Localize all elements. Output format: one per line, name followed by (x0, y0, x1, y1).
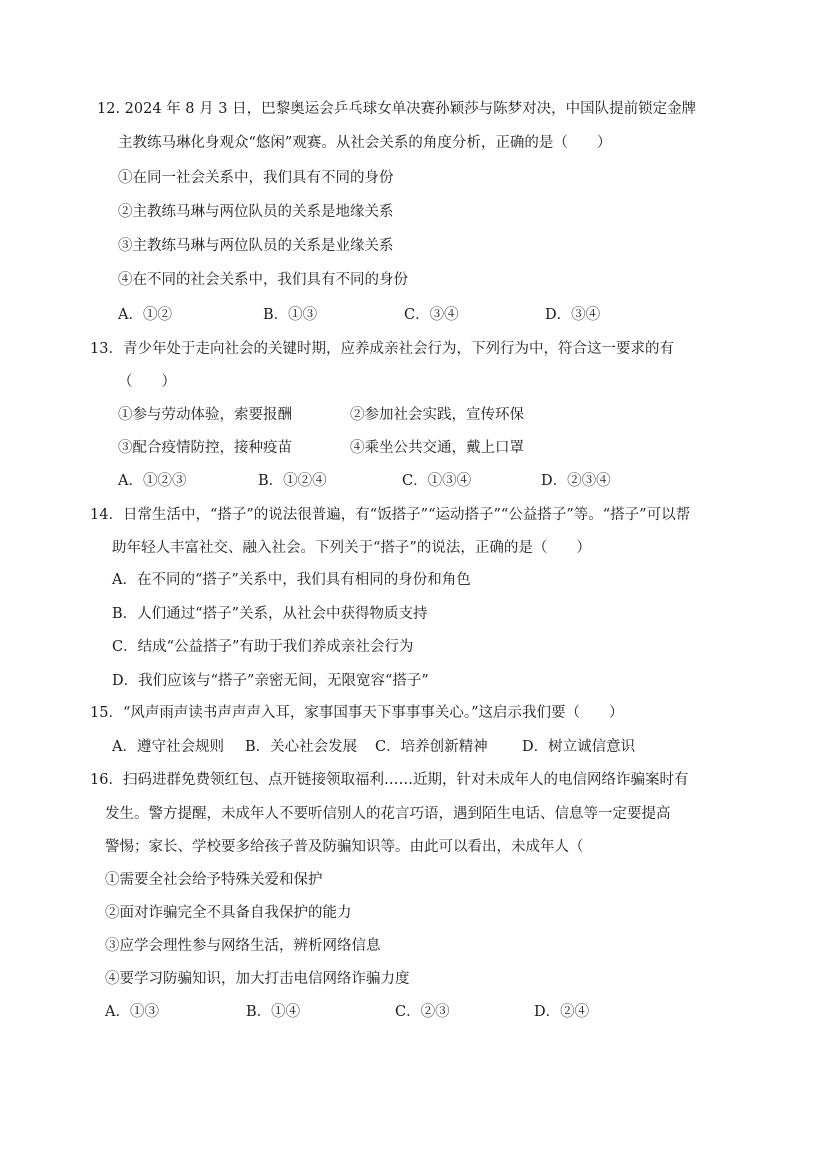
q13-item-2: ②参加社会实践，宣传环保 (350, 407, 524, 423)
q16-item-3: ③应学会理性参与网络生活，辨析网络信息 (105, 938, 381, 954)
q13-items-row2 (0, 438, 816, 458)
q16-stem-line1: 16．扫码进群免费领红包、点开链接领取福利……近期，针对未成年人的电信网络诈骗案时有 (90, 772, 689, 788)
q14-stem-line1: 14．日常生活中，“搭子”的说法很普遍，有“饭搭子”“运动搭子”“公益搭子”等。“搭子”可以帮 (90, 507, 691, 523)
q16-stem-line3: 警惕；家长、学校要多给孩子普及防骗知识等。由此可以看出，未成年人（ (105, 839, 584, 855)
q16-option-d: D．②④ (534, 1004, 590, 1020)
q14-choice-c: C．结成“公益搭子”有助于我们养成亲社会行为 (112, 639, 414, 655)
q15-option-a: A．遵守社会规则 (112, 739, 224, 755)
q12-item-3: ③主教练马琳与两位队员的关系是业缘关系 (118, 238, 394, 254)
q13-option-a: A．①②③ (118, 473, 187, 489)
q13-option-c: C．①③④ (402, 473, 472, 489)
q16-options (0, 1002, 816, 1022)
q13-item-4: ④乘坐公共交通，戴上口罩 (350, 440, 524, 456)
q16-option-b: B．①④ (246, 1004, 301, 1020)
q12-option-a: A．①② (118, 307, 172, 323)
q12-options (0, 305, 816, 325)
q13-stem-line2: （ ） (118, 374, 176, 390)
q12-item-1: ①在同一社会关系中，我们具有不同的身份 (118, 170, 394, 186)
q15-option-b: B．关心社会发展 (245, 739, 358, 755)
q15-options (0, 737, 816, 757)
q16-item-4: ④要学习防骗知识，加大打击电信网络诈骗力度 (105, 971, 410, 987)
q12-item-2: ②主教练马琳与两位队员的关系是地缘关系 (118, 204, 394, 220)
q16-option-c: C．②③ (395, 1004, 450, 1020)
q14-choice-d: D．我们应该与“搭子”亲密无间，无限宽容“搭子” (112, 673, 429, 689)
q13-options (0, 471, 816, 491)
q12-item-4: ④在不同的社会关系中，我们具有不同的身份 (118, 272, 408, 288)
q15-option-c: C．培养创新精神 (375, 739, 488, 755)
q15-option-d: D．树立诚信意识 (522, 739, 636, 755)
q12-option-b: B．①③ (263, 307, 318, 323)
q16-stem-line2: 发生。警方提醒，未成年人不要听信别人的花言巧语，遇到陌生电话、信息等一定要提高 (105, 806, 671, 822)
q16-option-a: A．①③ (105, 1004, 159, 1020)
q14-choice-b: B．人们通过“搭子”关系，从社会中获得物质支持 (112, 606, 428, 622)
q13-item-3: ③配合疫情防控，接种疫苗 (118, 440, 292, 456)
q13-option-b: B．①②④ (258, 473, 327, 489)
q12-stem-line1: 12. 2024 年 8 月 3 日，巴黎奥运会乒乓球女单决赛孙颖莎与陈梦对决，中国队提前锁定金牌 (97, 101, 697, 117)
q16-item-1: ①需要全社会给予特殊关爱和保护 (105, 872, 323, 888)
q13-option-d: D．②③④ (541, 473, 611, 489)
q14-choice-a: A．在不同的“搭子”关系中，我们具有相同的身份和角色 (112, 572, 471, 588)
q16-item-2: ②面对诈骗完全不具备自我保护的能力 (105, 905, 352, 921)
q13-stem-line1: 13．青少年处于走向社会的关键时期，应养成亲社会行为，下列行为中，符合这一要求的有 (90, 341, 674, 357)
q12-option-c: C．③④ (404, 307, 459, 323)
q13-items-row1 (0, 405, 816, 425)
q15-stem: 15．“风声雨声读书声声声入耳，家事国事天下事事事关心。”这启示我们要（ ） (90, 705, 624, 721)
q14-stem-line2: 助年轻人丰富社交、融入社会。下列关于“搭子”的说法，正确的是（ ） (112, 540, 591, 556)
q13-item-1: ①参与劳动体验，索要报酬 (118, 407, 292, 423)
q12-stem-line2: 主教练马琳化身观众“悠闲”观赛。从社会关系的角度分析，正确的是（ ） (118, 135, 612, 151)
q12-option-d: D．③④ (545, 307, 601, 323)
